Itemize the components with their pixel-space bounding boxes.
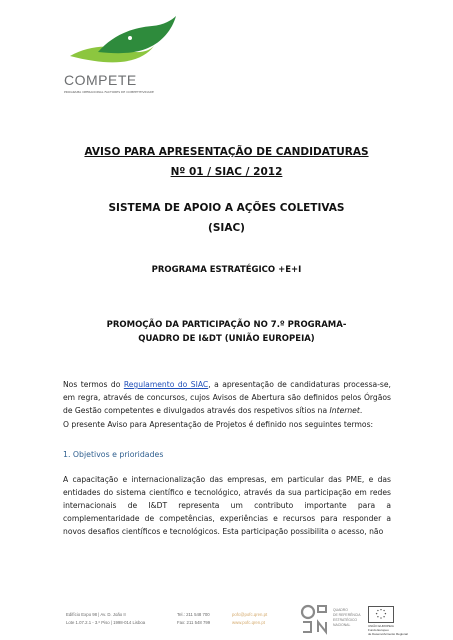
section-heading-objectives: 1. Objetivos e prioridades	[63, 450, 164, 459]
footer-address-line2: Lote 1.07.2.1 - 3.º Piso | 1998-014 Lisboa	[66, 620, 146, 625]
promotion-title-line1: PROMOÇÃO DA PARTICIPAÇÃO NO 7.º PROGRAMA-	[106, 320, 347, 330]
qren-line2: DE REFERÊNCIA	[333, 613, 361, 617]
eu-logo	[368, 606, 408, 636]
bird-logo-icon	[68, 16, 178, 76]
logo-wordmark: COMPETE	[64, 72, 137, 88]
system-title	[40, 198, 413, 238]
eu-text	[368, 624, 408, 636]
eu-flag-icon	[368, 606, 394, 623]
footer-fax: Fax: 211 548 799	[177, 620, 211, 625]
footer-address	[66, 611, 145, 627]
eu-line1: UNIÃO EUROPEIA	[368, 624, 394, 628]
program-title: PROGRAMA ESTRATÉGICO +E+I	[151, 265, 302, 275]
eu-line3: de Desenvolvimento Regional	[368, 632, 408, 636]
promotion-title	[40, 318, 413, 346]
compete-logo	[60, 16, 180, 96]
footer-address-line1: Edifício Expo 98 | Av. D. João II	[66, 612, 126, 617]
intro-text-suffix: .	[359, 406, 363, 415]
footer-website[interactable]: www.pofc.qren.pt	[232, 620, 265, 625]
notice-title	[40, 142, 413, 182]
footer-web	[232, 611, 267, 627]
logo-subtitle: PROGRAMA OPERACIONAL FACTORES DE COMPETITIVIDADE	[64, 90, 154, 94]
system-title-line1: SISTEMA DE APOIO A AÇÕES COLETIVAS	[108, 202, 345, 214]
footer-email[interactable]: pofc@pofc.qren.pt	[232, 612, 268, 617]
regulation-link[interactable]: Regulamento do SIAC	[123, 380, 209, 389]
footer-phone	[177, 611, 210, 627]
qren-text	[333, 608, 361, 628]
notice-title-line1: AVISO PARA APRESENTAÇÃO DE CANDIDATURAS	[84, 146, 369, 158]
terms-paragraph: O presente Aviso para Apresentação de Projetos é definido nos seguintes termos:	[63, 420, 374, 429]
intro-paragraph	[63, 378, 391, 417]
intro-text-middle: , a apresentação de candidaturas processa-se, em regra, através de concursos, cujos Avisos de Abertura são definidos pelos Órgãos de Gestão competentes e divulgados através dos respetivos sítios na	[63, 380, 391, 415]
qren-line1: QUADRO	[333, 608, 348, 612]
objectives-paragraph: A capacitação e internacionalização das empresas, em particular das PME, e das entidades do sistema científico e tecnológico, através da sua participação em redes internacionais de I&DT representa um contributo importante para a complementaridade de competências, experiências e recursos para responder a novos desafios científicos e tecnológicos. Esta participação possibilita o acesso, não	[63, 475, 391, 536]
notice-title-line2: Nº 01 / SIAC / 2012	[170, 166, 283, 178]
promotion-title-line2: QUADRO DE I&DT (UNIÃO EUROPEIA)	[138, 334, 315, 344]
intro-text-prefix: Nos termos do	[63, 380, 124, 389]
intro-text-italic: Internet	[329, 406, 360, 415]
footer-tel: Tel.: 211 548 700	[177, 612, 210, 617]
page-footer	[0, 604, 453, 640]
qren-line3: ESTRATÉGICO	[333, 618, 358, 622]
qren-logo-icon	[300, 604, 330, 636]
qren-line4: NACIONAL	[333, 623, 351, 627]
eu-line2: Fundo Europeu	[368, 628, 389, 632]
system-title-line2: (SIAC)	[208, 222, 245, 234]
